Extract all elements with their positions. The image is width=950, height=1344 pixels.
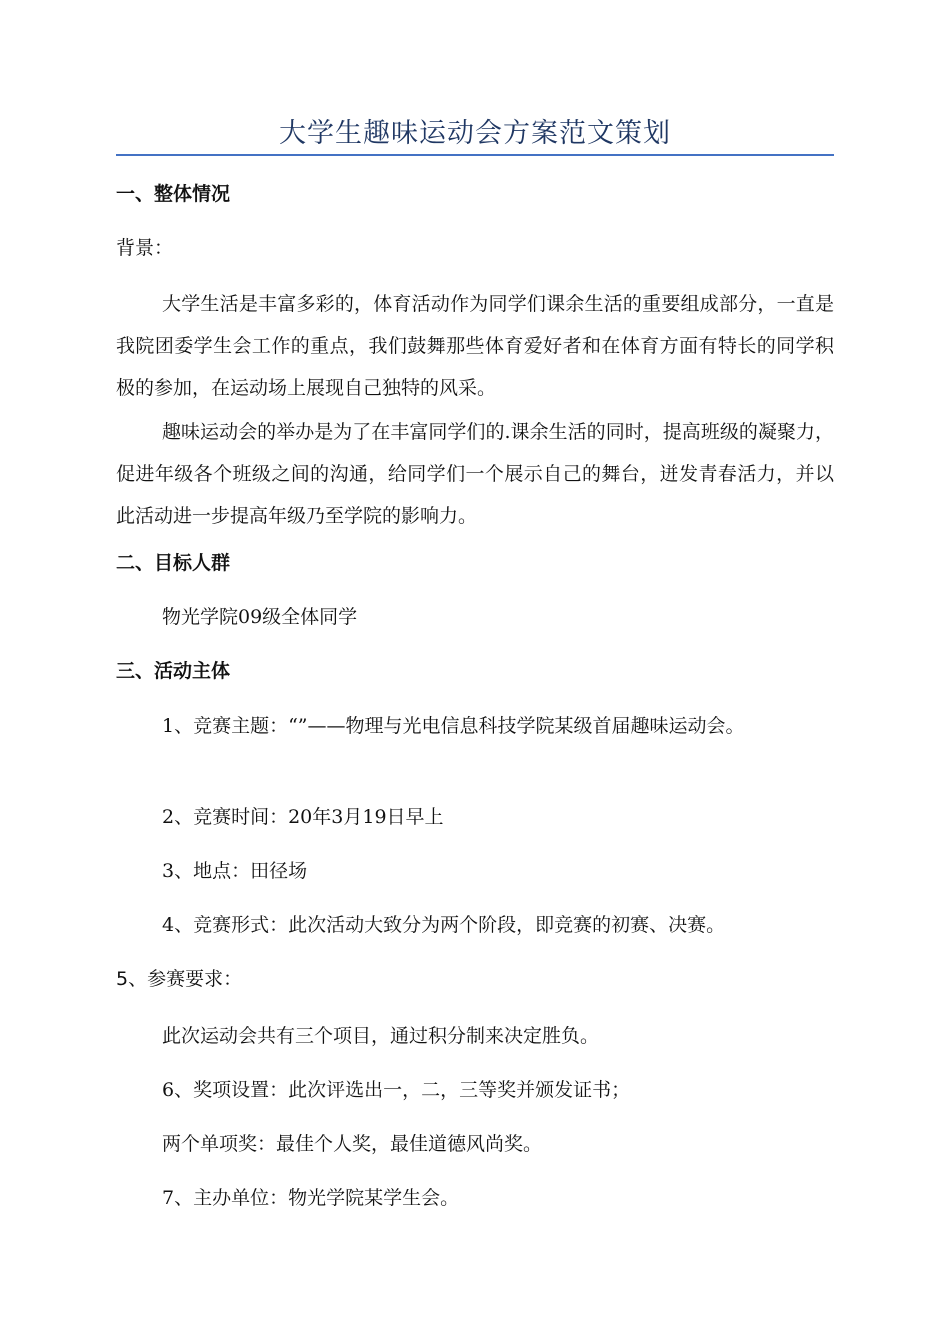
item-format: 4、竞赛形式：此次活动大致分为两个阶段，即竞赛的初赛、决赛。 bbox=[162, 914, 726, 936]
document-title: 大学生趣味运动会方案范文策划 bbox=[279, 118, 671, 149]
requirements-body: 此次运动会共有三个项目，通过积分制来决定胜负。 bbox=[162, 1025, 600, 1047]
item-requirements-number: 5 bbox=[116, 968, 129, 990]
item-location: 3、地点：田径场 bbox=[162, 860, 308, 882]
item-awards: 6、奖项设置：此次评选出一，二，三等奖并颁发证书； bbox=[162, 1079, 631, 1101]
paragraph-background-2: 趣味运动会的举办是为了在丰富同学们的.课余生活的同时，提高班级的凝聚力，促进年级各个班级之间的沟通，给同学们一个展示自己的舞台，迸发青春活力，并以此活动进一步提高年级乃至学院的影响力。 bbox=[116, 421, 834, 527]
section-heading-main: 三、活动主体 bbox=[116, 660, 231, 682]
item-organizer: 7、主办单位：物光学院某学生会。 bbox=[162, 1187, 460, 1209]
background-label: 背景： bbox=[116, 237, 174, 259]
target-audience-text: 物光学院09级全体同学 bbox=[162, 606, 358, 628]
awards-individual: 两个单项奖：最佳个人奖，最佳道德风尚奖。 bbox=[162, 1133, 543, 1155]
item-requirements-label: 、参赛要求： bbox=[128, 968, 243, 990]
paragraph-background-1: 大学生活是丰富多彩的，体育活动作为同学们课余生活的重要组成部分，一直是我院团委学生会工作的重点，我们鼓舞那些体育爱好者和在体育方面有特长的同学积极的参加，在运动场上展现自己独特的风采。 bbox=[116, 293, 834, 399]
title-underline bbox=[116, 154, 834, 156]
item-time: 2、竞赛时间：20年3月19日早上 bbox=[162, 806, 444, 828]
item-theme: 1、竞赛主题：“”——物理与光电信息科技学院某级首届趣味运动会。 bbox=[162, 715, 745, 737]
item-requirements bbox=[116, 960, 834, 999]
section-heading-overview: 一、整体情况 bbox=[116, 183, 231, 205]
section-heading-target: 二、目标人群 bbox=[116, 552, 231, 574]
